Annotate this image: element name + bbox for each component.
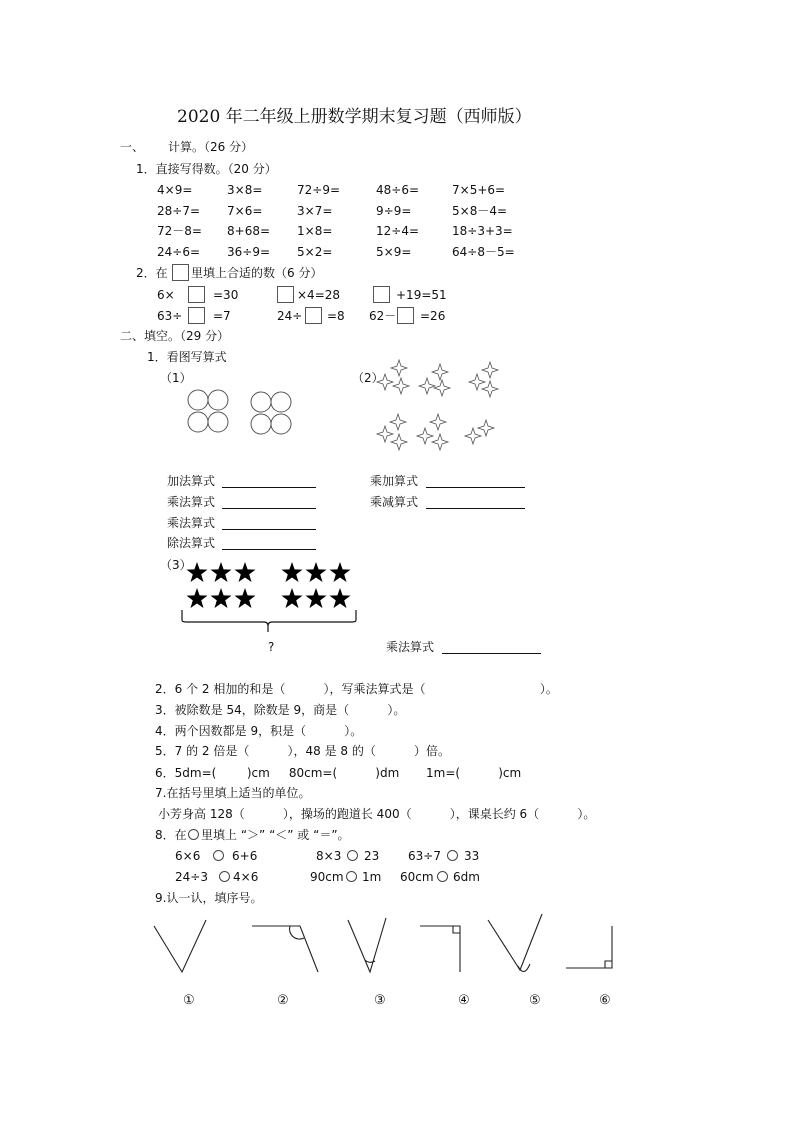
section-two-heading: 二、填空。（29 分）: [120, 329, 230, 343]
compare-right: 4×6: [233, 870, 259, 884]
fill-expr-text: =7: [213, 309, 231, 323]
compare-left: 8×3: [316, 849, 342, 863]
section-one-number: 一、: [120, 140, 145, 154]
multiply-label: 乘法算式: [386, 640, 435, 654]
calc-item: 5×2=: [297, 245, 333, 259]
angle-label: ④: [458, 993, 470, 1008]
page-title: 2020 年二年级上册数学期末复习题（西师版）: [177, 107, 532, 127]
calc-item: 3×7=: [297, 204, 333, 218]
angle-label: ⑥: [599, 993, 611, 1008]
example-box-icon: [172, 264, 189, 281]
division-label: 除法算式: [167, 536, 216, 550]
calc-item: 1×8=: [297, 224, 333, 238]
fill-expr-text: 62－: [369, 309, 397, 323]
calc-item: 5×8－4=: [452, 204, 508, 218]
calc-item: 72－8=: [157, 224, 202, 238]
sparkles-figure: [370, 356, 510, 456]
answer-line[interactable]: [426, 487, 525, 488]
answer-line[interactable]: [222, 549, 316, 550]
angle-label: ③: [374, 993, 386, 1008]
calc-item: 9÷9=: [376, 204, 412, 218]
calc-item: 28÷7=: [157, 204, 201, 218]
fill-expr-text: =8: [327, 309, 345, 323]
answer-box[interactable]: [305, 307, 322, 324]
multiply-label: 乘法算式: [167, 495, 216, 509]
fill-expr-text: 24÷: [277, 309, 303, 323]
answer-line[interactable]: [426, 508, 525, 509]
answer-box[interactable]: [397, 307, 414, 324]
calc-item: 8+68=: [227, 224, 271, 238]
section-one-heading: 计算。（26 分）: [168, 140, 254, 154]
question-mark: ?: [268, 640, 275, 654]
angle-figures: [148, 912, 628, 982]
answer-line[interactable]: [222, 487, 316, 488]
calc-item: 72÷9=: [297, 183, 341, 197]
compare-left: 60cm: [400, 870, 434, 884]
multiply-subtract-label: 乘减算式: [370, 495, 419, 509]
calc-item: 7×6=: [227, 204, 263, 218]
compare-right: 33: [464, 849, 480, 863]
compare-left: 63÷7: [408, 849, 441, 863]
item-6: 6．5dm=( )cm 80cm=( )dm 1m=( )cm: [155, 766, 522, 780]
calc-item: 12÷4=: [376, 224, 420, 238]
brace-icon: [180, 608, 360, 634]
fill-expr-text: ×4=28: [297, 288, 341, 302]
answer-line[interactable]: [222, 529, 316, 530]
fill-expr-text: +19=51: [396, 288, 447, 302]
compare-right: 6dm: [453, 870, 480, 884]
answer-box[interactable]: [188, 307, 205, 324]
compare-circle[interactable]: [347, 850, 358, 861]
compare-circle[interactable]: [437, 871, 448, 882]
item-3: 3．被除数是 54，除数是 9，商是（ ）。: [155, 703, 406, 717]
p1-heading: 1．看图写算式: [147, 350, 227, 364]
compare-left: 24÷3: [175, 870, 208, 884]
compare-circle[interactable]: [213, 850, 224, 861]
compare-circle-icon: [188, 829, 199, 840]
multiply-label: 乘法算式: [167, 516, 216, 530]
calc-item: 3×8=: [227, 183, 263, 197]
fill-expr-text: 6×: [157, 288, 175, 302]
answer-box[interactable]: [373, 286, 390, 303]
angle-label: ②: [277, 993, 289, 1008]
item-7-body: 小芳身高 128（ ），操场的跑道长 400（ ），课桌长约 6（ ）。: [158, 807, 596, 821]
calc-item: 36÷9=: [227, 245, 271, 259]
calc-item: 5×9=: [376, 245, 412, 259]
multiply-add-label: 乘加算式: [370, 474, 419, 488]
calc-item: 24÷6=: [157, 245, 201, 259]
compare-right: 23: [364, 849, 380, 863]
q2-heading-pre: 2．在: [136, 266, 168, 280]
item-4: 4．两个因数都是 9，积是（ ）。: [155, 724, 363, 738]
circles-figure: [186, 388, 298, 438]
calc-item: 48÷6=: [376, 183, 420, 197]
compare-circle[interactable]: [447, 850, 458, 861]
black-stars-figure: [185, 560, 357, 612]
calc-item: 7×5+6=: [452, 183, 506, 197]
compare-circle[interactable]: [346, 871, 357, 882]
compare-right: 1m: [362, 870, 382, 884]
calc-item: 18÷3+3=: [452, 224, 513, 238]
angle-label: ①: [183, 993, 195, 1008]
figure-1-label: （1）: [160, 371, 192, 385]
answer-box[interactable]: [277, 286, 294, 303]
compare-right: 6+6: [232, 849, 258, 863]
answer-line[interactable]: [222, 508, 316, 509]
item-8-pre: 8．在: [155, 828, 187, 842]
addition-label: 加法算式: [167, 474, 216, 488]
item-9: 9.认一认，填序号。: [155, 891, 263, 905]
item-7: 7.在括号里填上适当的单位。: [155, 786, 311, 800]
fill-expr-text: =30: [213, 288, 239, 302]
calc-item: 64÷8－5=: [452, 245, 515, 259]
angle-label: ⑤: [529, 993, 541, 1008]
compare-left: 90cm: [310, 870, 344, 884]
figure-3-label: （3）: [160, 558, 192, 572]
fill-expr-text: 63÷: [157, 309, 183, 323]
fill-expr-text: =26: [420, 309, 446, 323]
item-5: 5．7 的 2 倍是（ ），48 是 8 的（ ）倍。: [155, 744, 450, 758]
item-8-post: 里填上 “＞” “＜” 或 “＝”。: [201, 828, 350, 842]
figure-2-label: （2）: [352, 371, 384, 385]
compare-circle[interactable]: [219, 871, 230, 882]
compare-left: 6×6: [175, 849, 201, 863]
answer-box[interactable]: [188, 286, 205, 303]
calc-item: 4×9=: [157, 183, 193, 197]
q2-heading-post: 里填上合适的数（6 分）: [191, 266, 323, 280]
item-2: 2．6 个 2 相加的和是（ ），写乘法算式是（ ）。: [155, 682, 558, 696]
q1-heading: 1．直接写得数。（20 分）: [136, 162, 277, 176]
answer-line[interactable]: [442, 653, 541, 654]
